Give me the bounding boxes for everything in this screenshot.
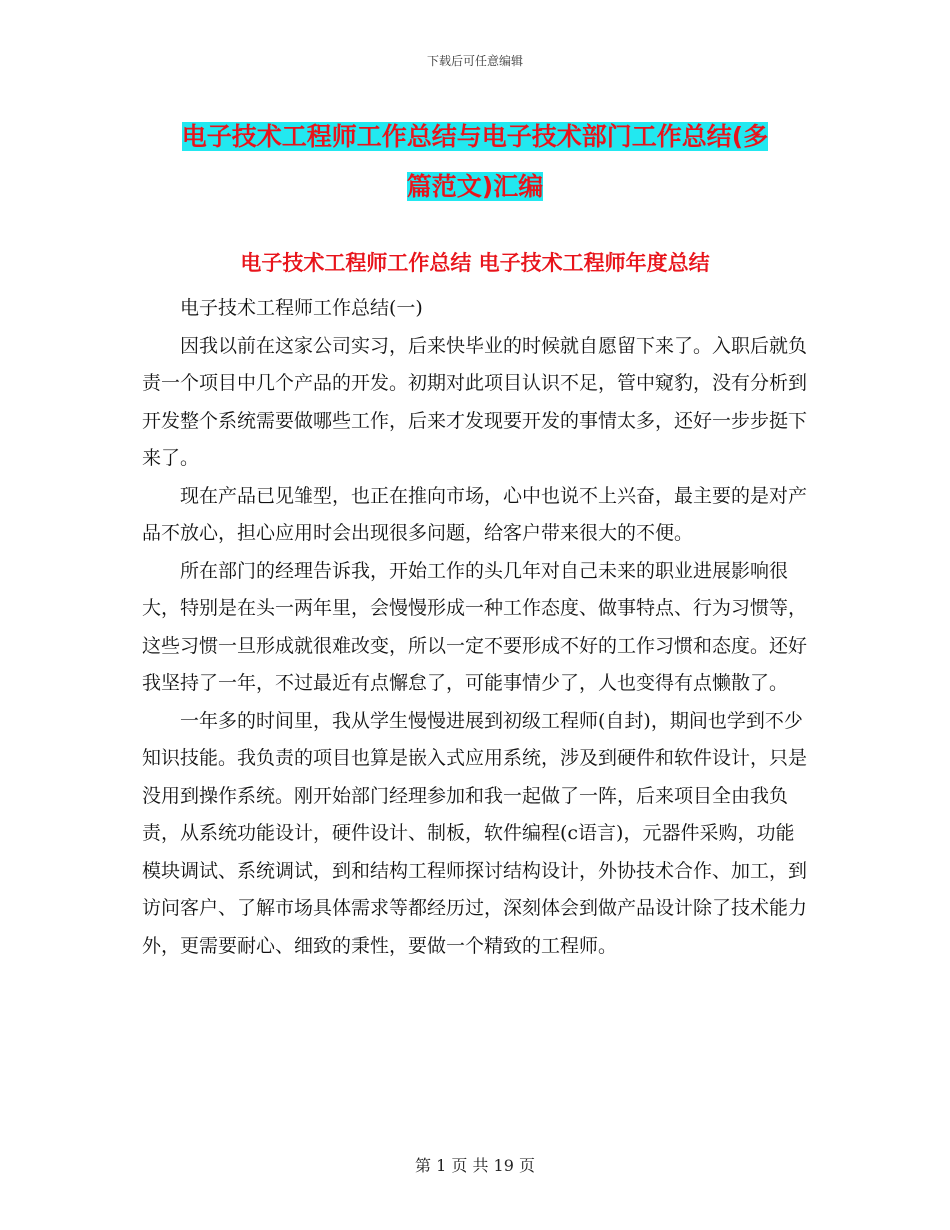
- body-text: [142, 290, 810, 965]
- paragraph: 现在产品已见雏型，也正在推向市场，心中也说不上兴奋，最主要的是对产品不放心，担心应用时会出现很多问题，给客户带来很大的不便。: [142, 484, 808, 544]
- page-footer: 第 1 页 共 19 页: [415, 1156, 535, 1175]
- paragraph-heading: 电子技术工程师工作总结(一): [180, 297, 423, 319]
- section-title: 电子技术工程师工作总结 电子技术工程师年度总结: [240, 251, 710, 275]
- document-title: [140, 112, 810, 212]
- document-title-line-2: 篇范文)汇编: [406, 172, 544, 201]
- document-title-line-1: 电子技术工程师工作总结与电子技术部门工作总结(多: [181, 122, 769, 151]
- paragraph: 所在部门的经理告诉我，开始工作的头几年对自己未来的职业进展影响很大，特别是在头一两年里，会慢慢形成一种工作态度、做事特点、行为习惯等，这些习惯一旦形成就很难改变，所以一定不要形成不好的工作习惯和态度。还好我坚持了一年，不过最近有点懈怠了，可能事情少了，人也变得有点懒散了。: [142, 559, 808, 694]
- page-header: 下载后可任意编辑: [426, 54, 523, 68]
- paragraph: 因我以前在这家公司实习，后来快毕业的时候就自愿留下来了。入职后就负责一个项目中几个产品的开发。初期对此项目认识不足，管中窥豹，没有分析到开发整个系统需要做哪些工作，后来才发现要开发的事情太多，还好一步步挺下来了。: [142, 334, 808, 469]
- paragraph: 一年多的时间里，我从学生慢慢进展到初级工程师(自封)，期间也学到不少知识技能。我负责的项目也算是嵌入式应用系统，涉及到硬件和软件设计，只是没用到操作系统。刚开始部门经理参加和我一起做了一阵，后来项目全由我负责，从系统功能设计，硬件设计、制板，软件编程(c语言)，元器件采购，功能模块调试、系统调试，到和结构工程师探讨结构设计，外协技术合作、加工，到访问客户、了解市场具体需求等都经历过，深刻体会到做产品设计除了技术能力外，更需要耐心、细致的秉性，要做一个精致的工程师。: [142, 709, 808, 957]
